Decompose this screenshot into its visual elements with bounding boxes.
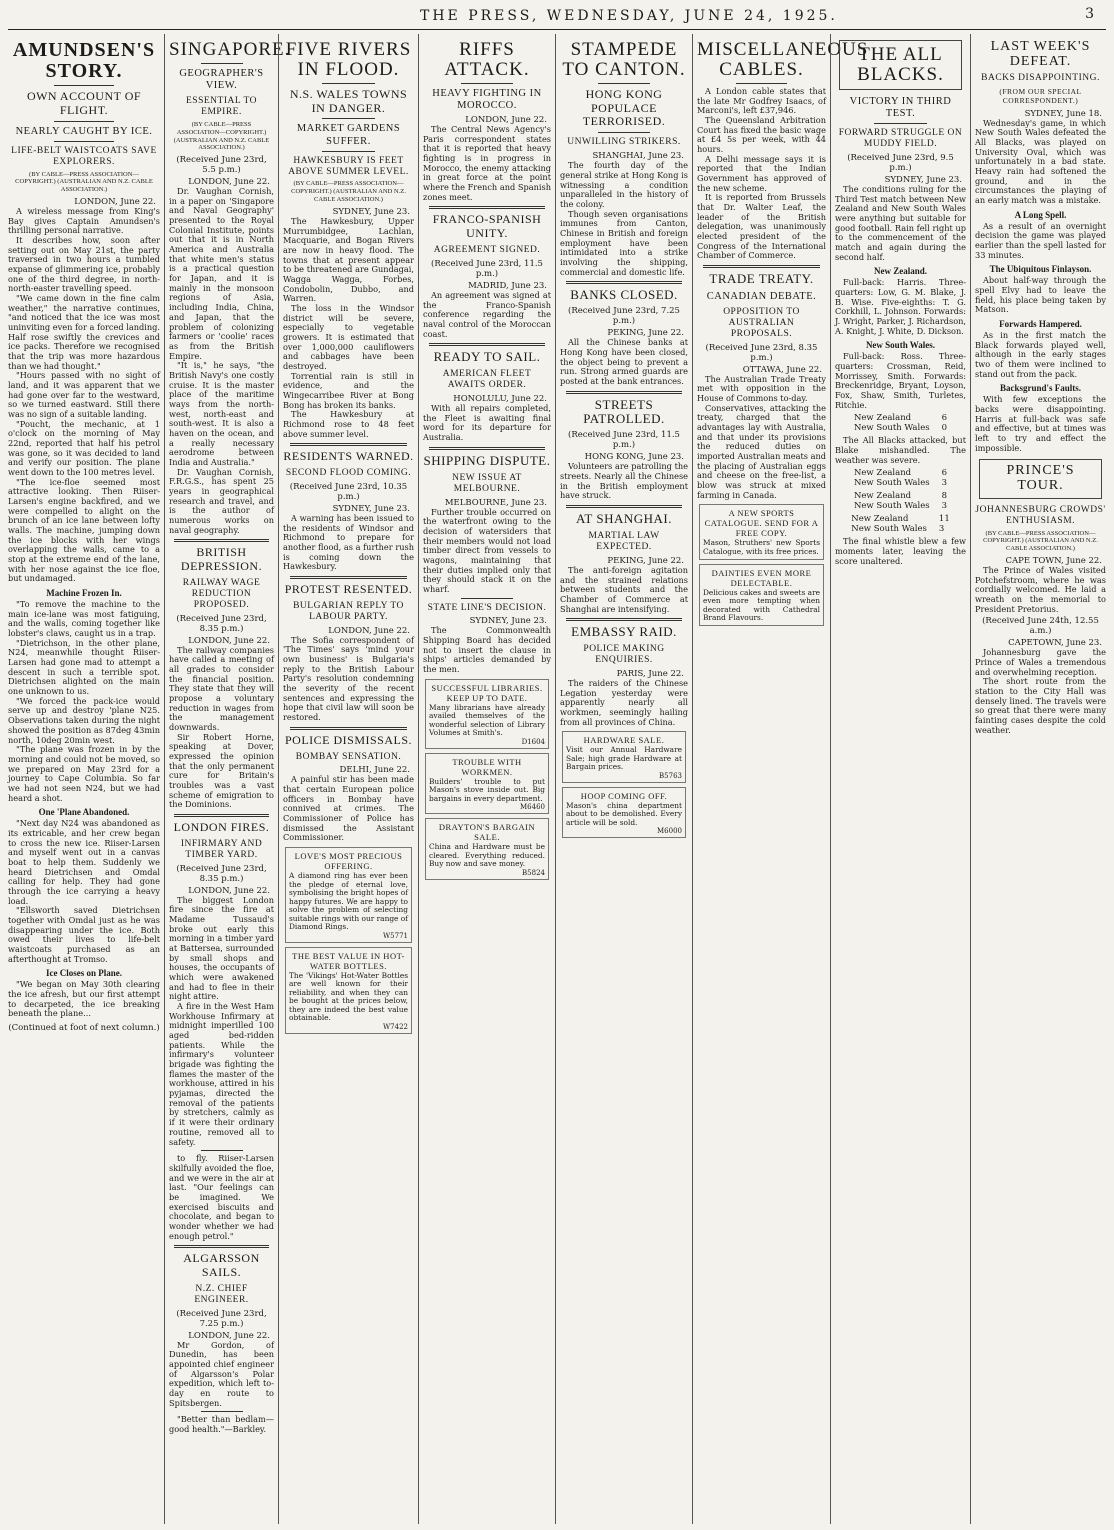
article-paragraph: The fourth day of the general strike at Hong Kong is witnessing a condition unparalleled in the history of the colony. (560, 160, 688, 209)
article-paragraph: With all repairs completed, the Fleet is awaiting final word for its departure for Australia. (423, 403, 551, 443)
subhead: N.Z. CHIEF ENGINEER. (194, 1283, 249, 1305)
dateline: LONDON, June 22. (465, 115, 547, 125)
subhead: JOHANNESBURG CROWDS' ENTHUSIASM. (975, 504, 1106, 526)
headline-defeat: LAST WEEK'S DEFEAT. (990, 39, 1091, 69)
ad-heading: TROUBLE WITH WORKMEN. (452, 756, 522, 777)
dateline: LONDON, June 22. (188, 1330, 270, 1341)
headline-riffs: RIFFS ATTACK. (444, 39, 530, 80)
score-row (848, 423, 953, 433)
dateline: PEKING, June 22. (607, 328, 684, 339)
score-row (848, 478, 953, 488)
score-team: New South Wales (853, 423, 930, 434)
ad-text: China and Hardware must be cleared. Everything reduced. Buy now and save money. (429, 842, 545, 869)
column-singapore (164, 34, 291, 1524)
subhead: RESIDENTS WARNED. (283, 449, 414, 464)
dateline: LONDON, June 22. (74, 196, 156, 207)
article-paragraph: The Hawkesbury at Richmond rose to 48 feet above summer level. (283, 409, 414, 439)
divider (598, 83, 649, 84)
article-paragraph: The railway companies have called a meeting of all grades to consider the financial position. They state that they will propose a voluntary reduction in wages from the management downwards. (169, 644, 274, 733)
score-table (845, 514, 955, 534)
divider (290, 576, 408, 579)
dateline: LONDON, June 22. (328, 625, 410, 636)
article-paragraph: Conservatives, attacking the treaty, charged that the advantages lay with Australia, and that under its provisions the reduced duties on imported Australian meats and the placing of Australian eggs and cheese on the free-list, a blow was struck at mixed farming in Canada. (697, 402, 826, 500)
received-time: (Received June 23rd, 11.5 p.m.) (431, 258, 543, 279)
article-paragraph: The Australian Trade Treaty met with opposition in the House of Commons to-day. (697, 373, 826, 404)
divider (54, 121, 115, 122)
article-paragraph: About half-way through the spell Elvy had to leave the field, his place being taken by Matson. (975, 275, 1106, 315)
crosshead: Backsgrund's Faults. (999, 383, 1082, 394)
crosshead: One 'Plane Abandoned. (38, 807, 130, 818)
article-paragraph: "The ice-floe seemed most attractive looking. Then Riiser-Larsen's engine backfired, and we were compelled to alight on the brunch of an ice lane between lofty walls. The machine, jumping down the ice blocks with her wings overlapping the walls, came to a stop at the extreme end of the lane, with her nose against the ice floe, but undamaged. (8, 476, 160, 584)
divider (429, 343, 544, 346)
score-table (848, 468, 953, 488)
divider (566, 505, 681, 508)
article-paragraph: The conditions ruling for the Third Test match between New Zealand and New South Wales were anything but suitable for good football. Rain fell right up to the commencement of the match and again during the second half. (835, 183, 966, 262)
dateline: HONOLULU, June 22. (453, 394, 547, 405)
subhead: PROTEST RESENTED. (284, 582, 413, 597)
article-paragraph: A wireless message from King's Bay gives Captain Amundsen's thrilling personal narrative. (8, 205, 160, 236)
headline-misc: MISCELLANEOUS CABLES. (697, 39, 869, 80)
article-paragraph: Sir Robert Horne, speaking at Dover, expressed the opinion that the only permanent cure for Britain's troubles was a vast scheme of emigration to the Dominions. (169, 731, 274, 810)
subhead: INFIRMARY AND TIMBER YARD. (180, 838, 263, 860)
dateline: SYDNEY, June 18. (1024, 108, 1102, 119)
divider (322, 118, 374, 119)
article-paragraph: Torrential rain is still in evidence, and the Wingecarribee River at Bong Bong has broken its banks. (283, 370, 414, 410)
subhead: HONG KONG POPULACE TERRORISED. (582, 86, 666, 129)
subhead: LIFE-BELT WAISTCOATS SAVE EXPLORERS. (11, 145, 157, 167)
subhead: ESSENTIAL TO EMPIRE. (185, 96, 257, 117)
divider (703, 265, 819, 268)
team-heading: New Zealand. (873, 266, 927, 277)
article-paragraph: "Ellsworth saved Dietrichsen together with Omdal just as he was disappearing under the ice. Both owed their lives to life-belt waistcoats purchased as an afterthought at Tromso. (8, 905, 160, 964)
ad-ref: D1604 (521, 737, 545, 746)
subhead: HEAVY FIGHTING IN MOROCCO. (432, 87, 542, 111)
ad-ref: B5824 (522, 868, 545, 877)
score-team: New Zealand (853, 413, 912, 424)
dateline: SYDNEY, June 23. (884, 174, 962, 185)
divider (174, 1245, 269, 1248)
ad-text: A diamond ring has ever been the pledge of eternal love, symbolising the bright hopes of happy futures. We are happy to solve the problem of selecting suitable rings with our range of Diamond Rings. (289, 871, 408, 932)
divider (290, 727, 408, 730)
article-paragraph: The short route from the station to the City Hall was densely lined. The travels were so great that there were many fainting cases despite the cold weather. (975, 676, 1106, 735)
subhead: LONDON FIRES. (173, 820, 270, 835)
team-list: Full-back: Ross. Three-quarters: Crossman, Reid, Morrissey, Smith. Forwards: Breckenridge, Bryant, Loyson, Fox, Shaw, Smith, Turletes, Ritchie. (835, 351, 966, 410)
advertisement (285, 847, 412, 943)
ad-heading: DAINTIES EVEN MORE DELECTABLE. (711, 567, 812, 588)
article-paragraph: Volunteers are patrolling the streets. Nearly all the Chinese in the British employment have struck. (560, 461, 688, 501)
ad-text: Mason, Struthers' new Sports Catalogue, with its free prices. (703, 538, 820, 556)
subhead: BACKS DISAPPOINTING. (981, 73, 1100, 84)
dateline: CAPE TOWN, June 22. (1005, 555, 1102, 566)
telegram-credit: (BY CABLE—PRESS ASSOCIATION—COPYRIGHT.) (AUSTRALIAN AND N.Z. CABLE ASSOCIATION.) (291, 180, 406, 204)
subhead: MARKET GARDENS SUFFER. (296, 123, 401, 147)
headline-box (979, 459, 1102, 498)
subhead: AMERICAN FLEET AWAITS ORDER. (442, 369, 532, 391)
received-time: (Received June 23rd, 10.35 p.m.) (289, 482, 408, 502)
crosshead: A Long Spell. (1014, 209, 1067, 220)
column-rivers (278, 34, 418, 1524)
received-time: (Received June 23rd, 8.35 p.m.) (705, 342, 818, 363)
score-points: 0 (941, 423, 948, 434)
subhead: STREETS PATROLLED. (583, 396, 665, 427)
divider (461, 598, 512, 599)
column-allblacks (830, 34, 970, 1524)
article-paragraph: The Hawkesbury, Upper Murrumbidgee, Lachlan, Macquarie, and Bogan Rivers are now in heavy flood. The towns that at present appear to be threatened are Gundagai, Wagga Wagga, Forbes, Condobolin, Dubbo, and Warren. (283, 215, 414, 304)
score-points: 3 (941, 478, 948, 489)
subhead: AT SHANGHAI. (575, 511, 673, 527)
column-misc (692, 34, 869, 1524)
subhead: TRADE TREATY. (709, 270, 814, 286)
subhead: BANKS CLOSED. (570, 287, 678, 303)
article-paragraph: With few exceptions the backs were disappointing. Harris at full-back was safe and effective, but at times was left to try and effect the impossible. (975, 394, 1106, 453)
score-team: New South Wales (851, 524, 927, 535)
dateline: SHANGHAI, June 23. (592, 151, 684, 162)
article-paragraph: The anti-foreign agitation and the strained relations between students and the Chamber of Commerce at Shanghai are intensifying. (560, 564, 688, 614)
received-time: (Received June 23rd, 8.35 p.m.) (176, 613, 267, 634)
advertisement (425, 818, 549, 880)
dateline: HONG KONG, June 23. (584, 452, 684, 463)
subhead: READY TO SAIL. (433, 349, 541, 365)
divider (201, 1150, 243, 1151)
subhead: FORWARD STRUGGLE ON MUDDY FIELD. (838, 128, 963, 149)
article-paragraph: The Commonwealth Shipping Board has decided not to insert the clause in ships' articles demanded by the men. (423, 625, 551, 675)
subhead: AGREEMENT SIGNED. (433, 244, 541, 255)
ad-ref: W7422 (382, 1022, 408, 1031)
subhead: VICTORY IN THIRD TEST. (849, 95, 952, 119)
ad-heading: A NEW SPORTS CATALOGUE. SEND FOR A FREE COPY. (704, 508, 819, 539)
headline-box (839, 40, 962, 90)
subhead: SHIPPING DISPUTE. (423, 452, 551, 468)
subhead: UNWILLING STRIKERS. (567, 137, 681, 148)
article-paragraph: The Queensland Arbitration Court has fixed the basic wage at £4 5s per week, with 44 hours. (697, 114, 826, 154)
article-paragraph: Dr. Vaughan Cornish, F.R.G.S., has spent 25 years in geographical research and travel, and is the author of numerous works on naval geography. (169, 466, 274, 535)
headline-canton: STAMPEDE TO CANTON. (562, 39, 686, 80)
dateline: PEKING, June 22. (607, 555, 684, 566)
divider (461, 83, 512, 84)
article-paragraph: A London cable states that the late Mr Godfrey Isaacs, of Marconi's, left £37,946. (697, 85, 826, 116)
divider (201, 63, 243, 64)
dateline: MELBOURNE, June 23. (444, 497, 547, 508)
score-team: New Zealand (853, 491, 912, 502)
article-paragraph: As a result of an overnight decision the game was played earlier than the spell lasted for 33 minutes. (975, 220, 1106, 260)
article-paragraph: An agreement was signed at the Franco-Spanish conference regarding the naval control of the Moroccan coast. (423, 289, 551, 339)
divider (566, 281, 681, 284)
dateline: MADRID, June 23. (468, 280, 547, 291)
masthead (0, 0, 1114, 30)
score-points: 3 (941, 501, 948, 512)
subhead: BULGARIAN REPLY TO LABOUR PARTY. (293, 600, 404, 622)
received-time: (Received June 23rd, 11.5 p.m.) (568, 430, 680, 451)
article-paragraph: Dr. Vaughan Cornish, in a paper on 'Singapore and Naval Geography' presented to the Royal Colonial Institute, points out that it is in North America and Australia that white men's status is a practical question for Japan, and it is mainly in the monsoon regions of Asia, including India, China, and Japan, that the problem of colonizing farmers or 'coolie' races as from the British Empire. (169, 186, 274, 361)
divider (429, 447, 544, 450)
article-paragraph: "We forced the pack-ice would serve up and destroy 'plane N25. Observations taken during the night showed the position as 87deg 43min north, 10deg 20min west. (8, 695, 160, 745)
score-row (845, 524, 955, 534)
article-paragraph: "We began on May 30th clearing the ice afresh, but our first attempt to decarpeted, the ice breaking beneath the plane... (8, 979, 160, 1019)
received-time: (Received June 23rd, 9.5 p.m.) (847, 152, 954, 173)
telegram-credit: (BY CABLE—PRESS ASSOCIATION—COPYRIGHT.) (AUSTRALIAN AND N.Z. CABLE ASSOCIATION.) (15, 170, 153, 194)
subhead: BOMBAY SENSATION. (295, 751, 402, 762)
article-paragraph: It is reported from Brussels that Dr. Walter Leaf, the leader of the British delegation, was unanimously elected president of the Congress of the International Chamber of Commerce. (697, 192, 826, 261)
subhead: ALGARSSON SAILS. (183, 1251, 260, 1280)
article-paragraph: "Dietrichson, in the other plane, N24, meanwhile thought Riiser-Larsen had gone mad to attempt a descent in such a terrible spot. Dietrichsen alighted on the main one unknown to us. (8, 637, 160, 697)
continued-note: (Continued at foot of next column.) (8, 1022, 160, 1033)
divider (54, 141, 115, 142)
advertisement (562, 787, 686, 839)
score-points: 6 (941, 413, 948, 424)
score-points: 8 (941, 491, 948, 502)
subhead: HAWKESBURY IS FEET ABOVE SUMMER LEVEL. (288, 155, 409, 177)
received-time: (Received June 23rd, 7.25 p.m.) (568, 306, 680, 327)
article-paragraph: "Hours passed with no sight of land, and it was apparent that we had gone over far to the westward, so we turned eastward. Still there was no sign of a suitable landing. (8, 370, 160, 419)
subhead: MARTIAL LAW EXPECTED. (588, 531, 660, 552)
dateline: LONDON, June 22. (188, 885, 270, 896)
subhead: OWN ACCOUNT OF FLIGHT. (26, 89, 142, 117)
ad-ref: B5763 (659, 771, 682, 780)
ad-ref: W5771 (382, 931, 408, 940)
article-paragraph: "Next day N24 was abandoned as its extricable, and her crew began to cross the new ice. Riiser-Larsen and myself went out in a canvas boat to help them. Suddenly we heard Dietrichsen and Omdal calling for help. They had gone through the ice carrying a heavy load. (8, 818, 160, 906)
score-team: New South Wales (853, 501, 930, 512)
crosshead: Machine Frozen In. (46, 588, 122, 599)
subhead: (FROM OUR SPECIAL CORRESPONDENT.) (999, 87, 1082, 105)
divider (54, 85, 115, 86)
article-paragraph: A painful stir has been made that certain European police officers in Bombay have connived at crimes. The Commissioner of Police has dismissed the Assistant Commissioner. (283, 774, 414, 843)
article-paragraph: The raiders of the Chinese Legation yesterday were apparently nearly all workmen, seemingly hailing from all provinces of China. (560, 678, 688, 727)
dateline: OTTAWA, June 22. (742, 364, 822, 375)
received-time: (Received June 23rd, 8.35 p.m.) (176, 863, 267, 884)
ad-ref: M6460 (520, 803, 545, 812)
article-paragraph: "Better than bedlam—good health."—Barkley. (169, 1414, 274, 1435)
telegram-credit: (BY CABLE—PRESS ASSOCIATION—COPYRIGHT.) (AUSTRALIAN AND N.Z. CABLE ASSOCIATION.) (983, 529, 1098, 553)
dateline: LONDON, June 22. (188, 635, 270, 646)
subhead: OPPOSITION TO AUSTRALIAN PROPOSALS. (723, 306, 800, 339)
advertisement (425, 753, 549, 815)
subhead: NEW ISSUE AT MELBOURNE. (452, 472, 522, 494)
received-time: (Received June 23rd, 5.5 p.m.) (176, 155, 267, 176)
article-paragraph: Further trouble occurred on the waterfront owing to the decision of watersiders that their members would not load timber direct from vessels to wagons, maintaining that their duties implied only that they should stack it on the wharf. (423, 506, 551, 594)
ad-ref: M6000 (657, 827, 682, 836)
subhead: GEOGRAPHER'S VIEW. (179, 67, 264, 91)
masthead-rule (8, 29, 1106, 30)
dateline: CAPETOWN, June 23. (1008, 638, 1102, 649)
score-row (848, 491, 953, 501)
received-time: (Received June 23rd, 7.25 p.m.) (176, 1308, 267, 1329)
article-paragraph: Mr Gordon, of Dunedin, has been appointed chief engineer of Algarsson's Polar expedition, which left to-day en route to Spitsbergen. (169, 1339, 274, 1408)
subhead: FRANCO-SPANISH UNITY. (432, 212, 542, 241)
article-paragraph: A fire in the West Ham Workhouse Infirmary at midnight imperilled 100 aged bed-ridden patients. While the infirmary's volunteer brigade was fighting the flames the master of the workhouse, attired in his pyjamas, directed the removal of the patients by stretchers, calmly as if it were their ordinary routine, removed all to safety. (169, 1001, 274, 1147)
article-paragraph: The All Blacks attacked, but Blake mishandled. The weather was severe. (835, 435, 966, 465)
ad-heading: SUCCESSFUL LIBRARIES. KEEP UP TO DATE. (431, 682, 543, 703)
divider (566, 618, 681, 621)
dateline: SYDNEY, June 23. (332, 206, 410, 217)
article-paragraph: to fly. Riiser-Larsen skilfully avoided the floe, and we were in the air at last. "Our feelings can be imagined. We exercised biscuits and chocolate, and began to wonder whether we had enough petrol." (169, 1153, 274, 1241)
advertisement (562, 731, 686, 783)
ad-heading: THE BEST VALUE IN HOT-WATER BOTTLES. (292, 950, 405, 971)
divider (201, 1411, 243, 1412)
subhead: N.S. WALES TOWNS IN DANGER. (289, 86, 408, 115)
score-points: 11 (938, 514, 950, 525)
subhead: BRITISH DEPRESSION. (180, 545, 263, 574)
divider (429, 206, 544, 209)
dateline: DELHI, June 22. (339, 765, 410, 776)
team-heading: New South Wales. (865, 340, 936, 351)
article-paragraph: "To remove the machine to the main ice-lane was most fatiguing, and the walls, coming together like lobster's claws, caught us in a trap. (8, 599, 160, 639)
subhead: POLICE MAKING ENQUIRIES. (583, 644, 665, 666)
headline-rivers: FIVE RIVERS IN FLOOD. (285, 39, 412, 80)
score-team: New Zealand (851, 514, 909, 525)
ad-heading: LOVE'S MOST PRECIOUS OFFERING. (294, 851, 403, 872)
ad-heading: DRAYTON'S BARGAIN SALE. (438, 822, 536, 843)
score-team: New Zealand (853, 468, 912, 479)
headline-amundsen: AMUNDSEN'S STORY. (12, 39, 156, 82)
ad-text: Many librarians have already availed themselves of the wonderful selection of Library Volumes at Smith's. (429, 702, 545, 738)
crosshead: The Ubiquitous Finlayson. (989, 264, 1092, 275)
subhead: SECOND FLOOD COMING. (285, 468, 412, 479)
dateline: LONDON, June 22. (188, 177, 270, 188)
team-list: Full-back: Harris. Three-quarters: Low, G. M. Blake, J. B. Wise. Five-eighths: T. G. Corkhill, L. Johnson. Forwards: J. Wright, Parker, J. Richardson, A. Knight, J. White, D. Dickson. (835, 277, 966, 336)
advertisement (699, 564, 824, 626)
article-paragraph: Wednesday's game, in which New South Wales defeated the All Blacks, was played on University Oval, which was unfortunately in a bad state. Heavy rain had softened the ground, and in the circumstances the playing of an early match was a mistake. (975, 117, 1106, 205)
dateline: SYDNEY, June 23. (332, 504, 410, 514)
divider (290, 443, 408, 446)
article-paragraph: The Central News Agency's Paris correspondent states that it is reported that heavy fighting is in progress in Morocco, the enemy attacking in great force at the point where the French and Spanish zones meet. (423, 124, 551, 202)
divider (598, 132, 649, 133)
folio-line: THE PRESS, WEDNESDAY, JUNE 24, 1925. (420, 8, 838, 24)
column-riffs (418, 34, 555, 1524)
score-row (848, 501, 953, 511)
divider (174, 539, 269, 542)
crosshead: Ice Closes on Plane. (46, 968, 122, 979)
score-row (848, 413, 953, 423)
received-time: (Received June 24th, 12.55 a.m.) (982, 616, 1099, 637)
divider (736, 83, 788, 84)
ad-heading: HARDWARE SALE. (583, 735, 665, 746)
ad-text: Visit our Annual Hardware Sale; high grade Hardware at Bargain prices. (566, 745, 682, 772)
column-amundsen (4, 34, 164, 1524)
subhead: NEARLY CAUGHT BY ICE. (15, 125, 153, 137)
article-paragraph: The final whistle blew a few moments later, leaving the score unaltered. (835, 536, 966, 566)
article-paragraph: All the Chinese banks at Hong Kong have been closed, the object being to prevent a run. Strong armed guards are posted at the bank entrances. (560, 337, 688, 386)
subhead: STATE LINE'S DECISION. (427, 602, 547, 613)
ad-heading: HOOP COMING OFF. (580, 790, 668, 801)
ad-text: Mason's china department about to be demolished. Every article will be sold. (566, 800, 682, 827)
article-paragraph: Johannesburg gave the Prince of Wales a tremendous and overwhelming reception. (975, 647, 1106, 677)
article-paragraph: "We came down in the fine calm weather," the narrative continues, "and noticed that the ice was most uninviting even for a forced landing. Half rose swiftly the crevices and ice packs. Therefore we recognised that the trip was more hazardous than we had thought." (8, 292, 160, 371)
article-paragraph: "The plane was frozen in by the morning and could not be moved, so we prepared on May 23rd for a journey to Cape Columbia. So far we had not seen N24, but we had heard a shot. (8, 744, 160, 803)
telegram-credit: (BY CABLE—PRESS ASSOCIATION—COPYRIGHT.) (AUSTRALIAN AND N.Z. CABLE ASSOCIATION.) (173, 120, 270, 152)
column-canton (555, 34, 692, 1524)
ad-text: The 'Vikings' Hot-Water Bottles are well known for their reliability, and when they can be bought at the prices below, they are indeed the best value obtainable. (289, 970, 408, 1023)
headline-singapore: SINGAPORE. (169, 39, 291, 60)
article-paragraph: The loss in the Windsor district will be severe, especially to vegetable growers. It is estimated that over 1,000,000 cauliflowers and cabbages have been destroyed. (283, 302, 414, 371)
crosshead: Forwards Hampered. (999, 318, 1082, 329)
subhead: EMBASSY RAID. (571, 624, 677, 640)
advertisement (425, 679, 549, 749)
page-number: 3 (1085, 6, 1094, 22)
article-paragraph: "Poucht, the mechanic, at 1 o'clock on the morning of May 22nd, reported that half his petrol was gone, so it was decided to land and verify our position. The plane went down to the 100 metres level. (8, 418, 160, 478)
column-defeat (970, 34, 1110, 1524)
dateline: SYDNEY, June 23. (469, 616, 547, 627)
dateline: PARIS, June 22. (616, 669, 684, 680)
score-row (848, 468, 953, 478)
article-paragraph: A warning has been issued to the residents of Windsor and Richmond to prepare for another flood, as a further rush is coming down the Hawkesbury. (283, 513, 414, 572)
score-team: New South Wales (853, 478, 930, 489)
article-paragraph: "It is," he says, "the British Navy's one costly cruise. It is the master place of the maritime ways from the north-west, north-east and south-west. It is also a haven on the ocean, and a really necessary aerodrome between India and Australia." (169, 360, 274, 467)
divider (322, 83, 374, 84)
subhead: RAILWAY WAGE REDUCTION PROPOSED. (182, 577, 261, 610)
advertisement (285, 947, 412, 1034)
ad-text: Builders' trouble to put Mason's stove inside out. Big bargains in every department. (429, 776, 545, 803)
score-points: 3 (938, 524, 945, 535)
subhead: CANADIAN DEBATE. (706, 290, 817, 302)
article-paragraph: A Delhi message says it is reported that the Indian Government has approved of the new scheme. (697, 153, 826, 193)
divider (174, 814, 269, 817)
divider (322, 151, 374, 152)
article-paragraph: It describes how, soon after setting out on May 21st, the party traversed in two hours a tumbled expanse of glimmering ice, probably one of the third degree, in north-north-easter travelling speed. (8, 234, 160, 294)
article-paragraph: Though seven organisations immunes from Canton, Chinese in British and foreign employment have been intimidated into a strike involving the shipping, commercial and domestic life. (560, 208, 688, 277)
ad-text: Delicious cakes and sweets are even more tempting when decorated with Cathedral Brand Flavours. (703, 587, 820, 623)
score-table (848, 413, 953, 433)
score-points: 6 (941, 468, 948, 479)
divider (566, 391, 681, 394)
article-paragraph: The biggest London fire since the fire at Madame Tussaud's broke out early this morning in a timber yard at Battersea, surrounded by small shops and houses, the occupants of which were awakened and had to flee in their night attire. (169, 894, 274, 1002)
score-row (845, 514, 955, 524)
advertisement (699, 504, 824, 559)
headline-tour: PRINCE'S TOUR. (1006, 463, 1075, 494)
divider (874, 123, 926, 124)
score-table (848, 491, 953, 511)
article-paragraph: The Prince of Wales visited Potchefstroom, where he was cordially welcomed. He laid a wreath on the memorial to President Pretorius. (975, 564, 1106, 614)
subhead: POLICE DISMISSALS. (284, 732, 413, 747)
article-paragraph: The Sofia correspondent of 'The Times' says 'mind your own business' is Bulgaria's reply to the British Labour Party's resolution condemning the severity of the recent sentences and expressing the hope that civil law will soon be restored. (283, 634, 414, 723)
article-paragraph: As in the first match the Black forwards played well, although in the early stages two of them were inclined to stand out from the pack. (975, 329, 1106, 379)
headline-allblacks: THE ALL BLACKS. (857, 44, 944, 85)
